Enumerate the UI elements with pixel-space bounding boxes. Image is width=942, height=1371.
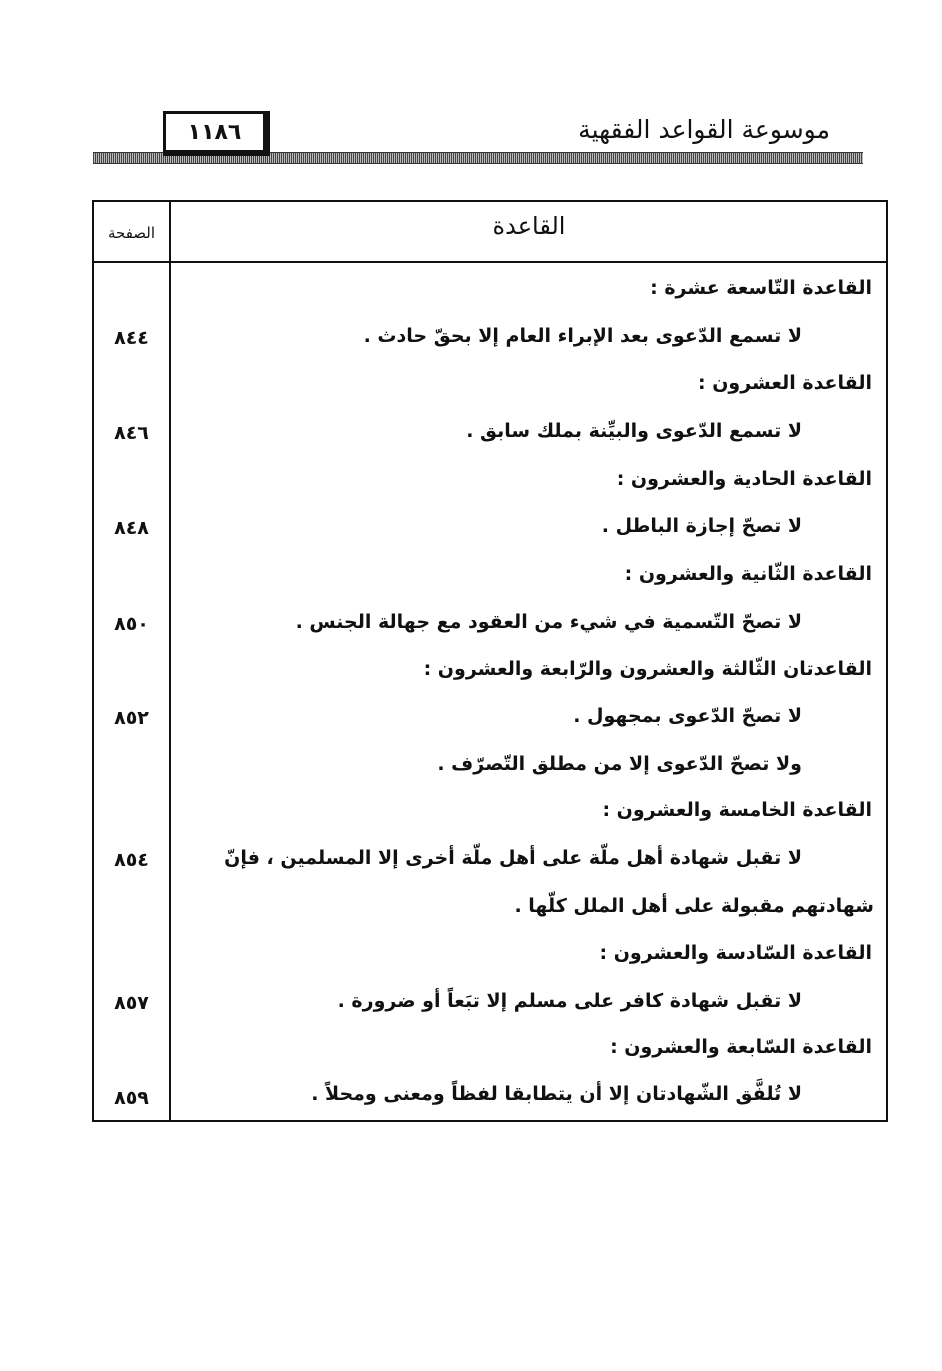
rule-heading: القاعدة السّابعة والعشرون : [610,1036,872,1058]
rule-text: ولا تصحّ الدّعوى إلا من مطلق التّصرّف . [437,753,802,775]
rule-page-number: ٨٥٤ [114,849,149,871]
rule-text: لا تصحّ التّسمية في شيء من العقود مع جهالة الجنس . [295,611,802,633]
rule-text: لا تسمع الدّعوى والبيِّنة بملك سابق . [466,420,802,442]
rule-text-continued: شهادتهم مقبولة على أهل الملل كلّها . [514,895,874,917]
rule-text: لا تصحّ الدّعوى بمجهول . [573,705,802,727]
rule-page-number: ٨٤٤ [114,327,149,349]
column-divider [169,202,171,1120]
rule-page-number: ٨٤٨ [114,517,149,539]
rule-heading: القاعدة التّاسعة عشرة : [650,277,872,299]
book-title: موسوعة القواعد الفقهية [578,115,830,144]
header-divider [94,261,886,263]
column-header-page: الصفحة [107,224,156,242]
rule-text: لا تقبل شهادة كافر على مسلم إلا تبَعاً أو ضرورة . [337,990,802,1012]
rule-heading: القاعدتان الثّالثة والعشرون والرّابعة والعشرون : [423,658,872,680]
rule-text: لا تقبل شهادة أهل ملّة على أهل ملّة أخرى إلا المسلمين ، فإنّ [224,847,802,869]
rule-heading: القاعدة العشرون : [697,372,872,394]
rule-page-number: ٨٤٦ [114,422,149,444]
column-header-rule: القاعدة [492,212,566,240]
rule-text: لا تصحّ إجازة الباطل . [601,515,802,537]
rule-text: لا تسمع الدّعوى بعد الإبراء العام إلا بحقّ حادث . [363,325,802,347]
rule-heading: القاعدة الحادية والعشرون : [616,468,872,490]
rule-text: لا تُلفَّق الشّهادتان إلا أن يتطابقا لفظاً ومعنى ومحلاً . [311,1083,802,1105]
toc-table [92,200,888,1122]
rule-heading: القاعدة السّادسة والعشرون : [599,942,872,964]
page-number-box [163,111,270,156]
rule-heading: القاعدة الخامسة والعشرون : [602,799,872,821]
rule-page-number: ٨٥٧ [114,992,149,1014]
rule-heading: القاعدة الثّانية والعشرون : [624,563,872,585]
rule-page-number: ٨٥٢ [114,707,149,729]
rule-page-number: ٨٥٩ [114,1087,149,1109]
page-number: ١١٨٦ [187,119,242,145]
rule-page-number: ٨٥٠ [114,613,149,635]
